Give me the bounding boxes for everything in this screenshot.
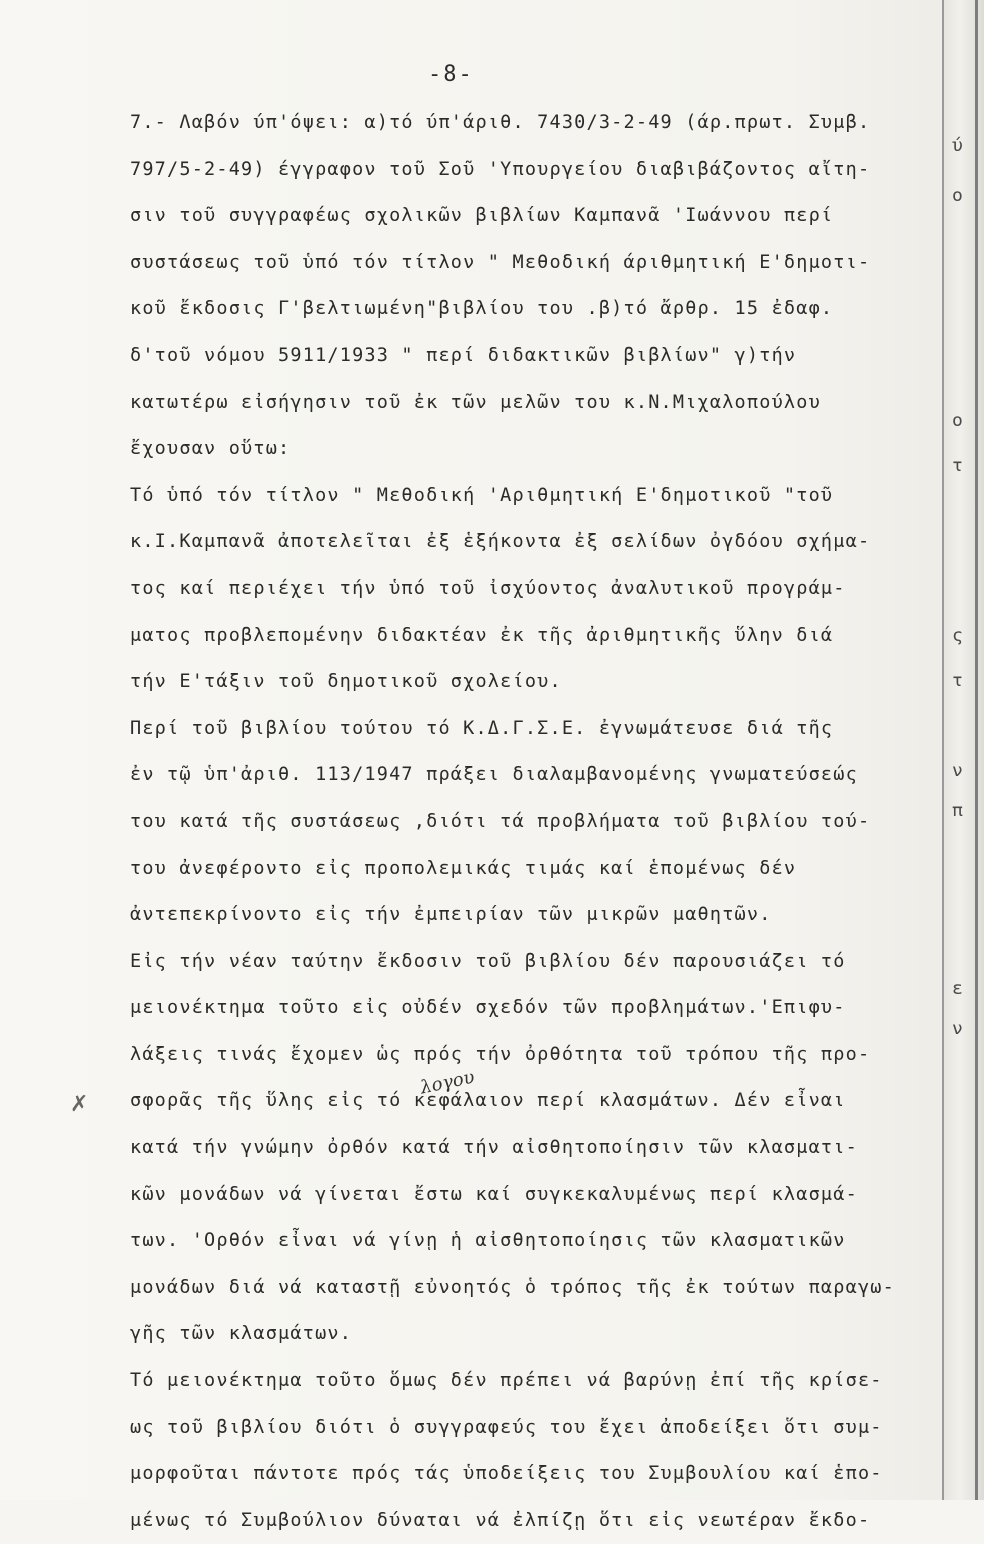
text-line: ματος προβλεπομένην διδακτέαν ἐκ τῆς ἀριθμητικῆς ὕλην διά (130, 624, 834, 646)
text-line: τος καί περιέχει τήν ὑπό τοῦ ἰσχύοντος ἀναλυτικοῦ προγράμ- (130, 577, 846, 599)
text-line: Εἰς τήν νέαν ταύτην ἔκδοσιν τοῦ βιβλίου δέν παρουσιάζει τό (130, 950, 846, 972)
edge-text-fragment: ν (952, 1018, 963, 1039)
handwritten-annotation: λογου (418, 1066, 477, 1099)
text-line: κ.Ι.Καμπανᾶ ἀποτελεῖται ἐξ ἑξήκοντα ἐξ σελίδων ὀγδόου σχήμα- (130, 531, 871, 553)
text-line: των. 'Ορθόν εἶναι νά γίνῃ ἡ αἰσθητοποίησις τῶν κλασματικῶν (130, 1230, 846, 1252)
adjacent-page-edge (942, 0, 984, 1500)
text-line: κατωτέρω εἰσήγησιν τοῦ ἐκ τῶν μελῶν του κ.Ν.Μιχαλοπούλου (130, 391, 821, 413)
edge-text-fragment: ο (952, 185, 963, 206)
text-line: Τό μειονέκτημα τοῦτο ὅμως δέν πρέπει νά βαρύνῃ ἐπί τῆς κρίσε- (130, 1370, 883, 1392)
text-line: κοῦ ἔκδοσις Γ'βελτιωμένη"βιβλίου του .β)τό ἄρθρ. 15 ἐδαφ. (130, 298, 834, 320)
text-line: 797/5-2-49) έγγραφον τοῦ Σοῦ 'Υπουργείου διαβιβάζοντος αἴτη- (130, 158, 871, 180)
text-line: ἐν τῷ ὑπ'ἀριθ. 113/1947 πράξει διαλαμβανομένης γνωματεύσεώς (130, 764, 858, 786)
text-line: συστάσεως τοῦ ὑπό τόν τίτλον " Μεθοδική άριθμητική Ε'δημοτι- (130, 251, 871, 273)
text-line: του ἀνεφέροντο εἰς προπολεμικάς τιμάς καί ἑπομένως δέν (130, 857, 797, 879)
margin-mark: ✗ (70, 1092, 89, 1117)
text-line: Τό ὑπό τόν τίτλον " Μεθοδική 'Αριθμητική Ε'δημοτικοῦ "τοῦ (130, 484, 834, 506)
text-line: μορφοῦται πάντοτε πρός τάς ὑποδείξεις του Συμβουλίου καί ἑπο- (130, 1463, 883, 1485)
text-line: Περί τοῦ βιβλίου τούτου τό Κ.Δ.Γ.Σ.Ε. ἐγνωμάτευσε διά τῆς (130, 717, 834, 739)
typed-text-body (130, 100, 930, 1544)
text-line: τήν Ε'τάξιν τοῦ δημοτικοῦ σχολείου. (130, 671, 562, 693)
text-line: σιν τοῦ συγγραφέως σχολικῶν βιβλίων Καμπανᾶ 'Ιωάννου περί (130, 205, 834, 227)
edge-text-fragment: π (952, 800, 963, 821)
edge-text-fragment: ς (952, 625, 963, 646)
text-line: του κατά τῆς συστάσεως ,διότι τά προβλήματα τοῦ βιβλίου τού- (130, 810, 871, 832)
text-line: δ'τοῦ νόμου 5911/1933 " περί διδακτικῶν βιβλίων" γ)τήν (130, 344, 797, 366)
edge-text-fragment: ο (952, 410, 963, 431)
text-line: σφορᾶς τῆς ὕλης εἰς τό κεφάλαιον περί κλασμάτων. Δέν εἶναι (130, 1090, 846, 1112)
text-line: λάξεις τινάς ἔχομεν ὡς πρός τήν ὀρθότητα τοῦ τρόπου τῆς προ- (130, 1043, 871, 1065)
text-line: γῆς τῶν κλασμάτων. (130, 1323, 353, 1345)
text-line: μειονέκτημα τοῦτο εἰς οὐδέν σχεδόν τῶν προβλημάτων.'Επιφυ- (130, 997, 846, 1019)
edge-text-fragment: τ (952, 670, 963, 691)
page-edge-shadow (975, 0, 978, 1500)
text-line: 7.- Λαβόν ύπ'όψει: α)τό ύπ'άριθ. 7430/3-2-49 (άρ.πρωτ. Συμβ. (130, 112, 871, 133)
page-number: -8- (428, 62, 474, 87)
text-line: κῶν μονάδων νά γίνεται ἔστω καί συγκεκαλυμένως περί κλασμά- (130, 1183, 858, 1205)
text-line: μονάδων διά νά καταστῇ εὐνοητός ὁ τρόπος τῆς ἐκ τούτων παραγω- (130, 1276, 895, 1298)
text-line: ως τοῦ βιβλίου διότι ὁ συγγραφεύς του ἔχει ἀποδείξει ὅτι συμ- (130, 1416, 883, 1438)
edge-text-fragment: ν (952, 760, 963, 781)
text-line: ἔχουσαν οὕτω: (130, 438, 291, 460)
edge-text-fragment: ύ (952, 135, 963, 156)
edge-text-fragment: τ (952, 455, 963, 476)
text-line: κατά τήν γνώμην ὀρθόν κατά τήν αἰσθητοποίησιν τῶν κλασματι- (130, 1137, 858, 1159)
edge-text-fragment: ε (952, 978, 963, 999)
text-line: ἀντεπεκρίνοντο εἰς τήν ἐμπειρίαν τῶν μικρῶν μαθητῶν. (130, 904, 772, 926)
text-line: μένως τό Συμβούλιον δύναται νά ἐλπίζῃ ὅτι εἰς νεωτέραν ἔκδο- (130, 1509, 871, 1531)
